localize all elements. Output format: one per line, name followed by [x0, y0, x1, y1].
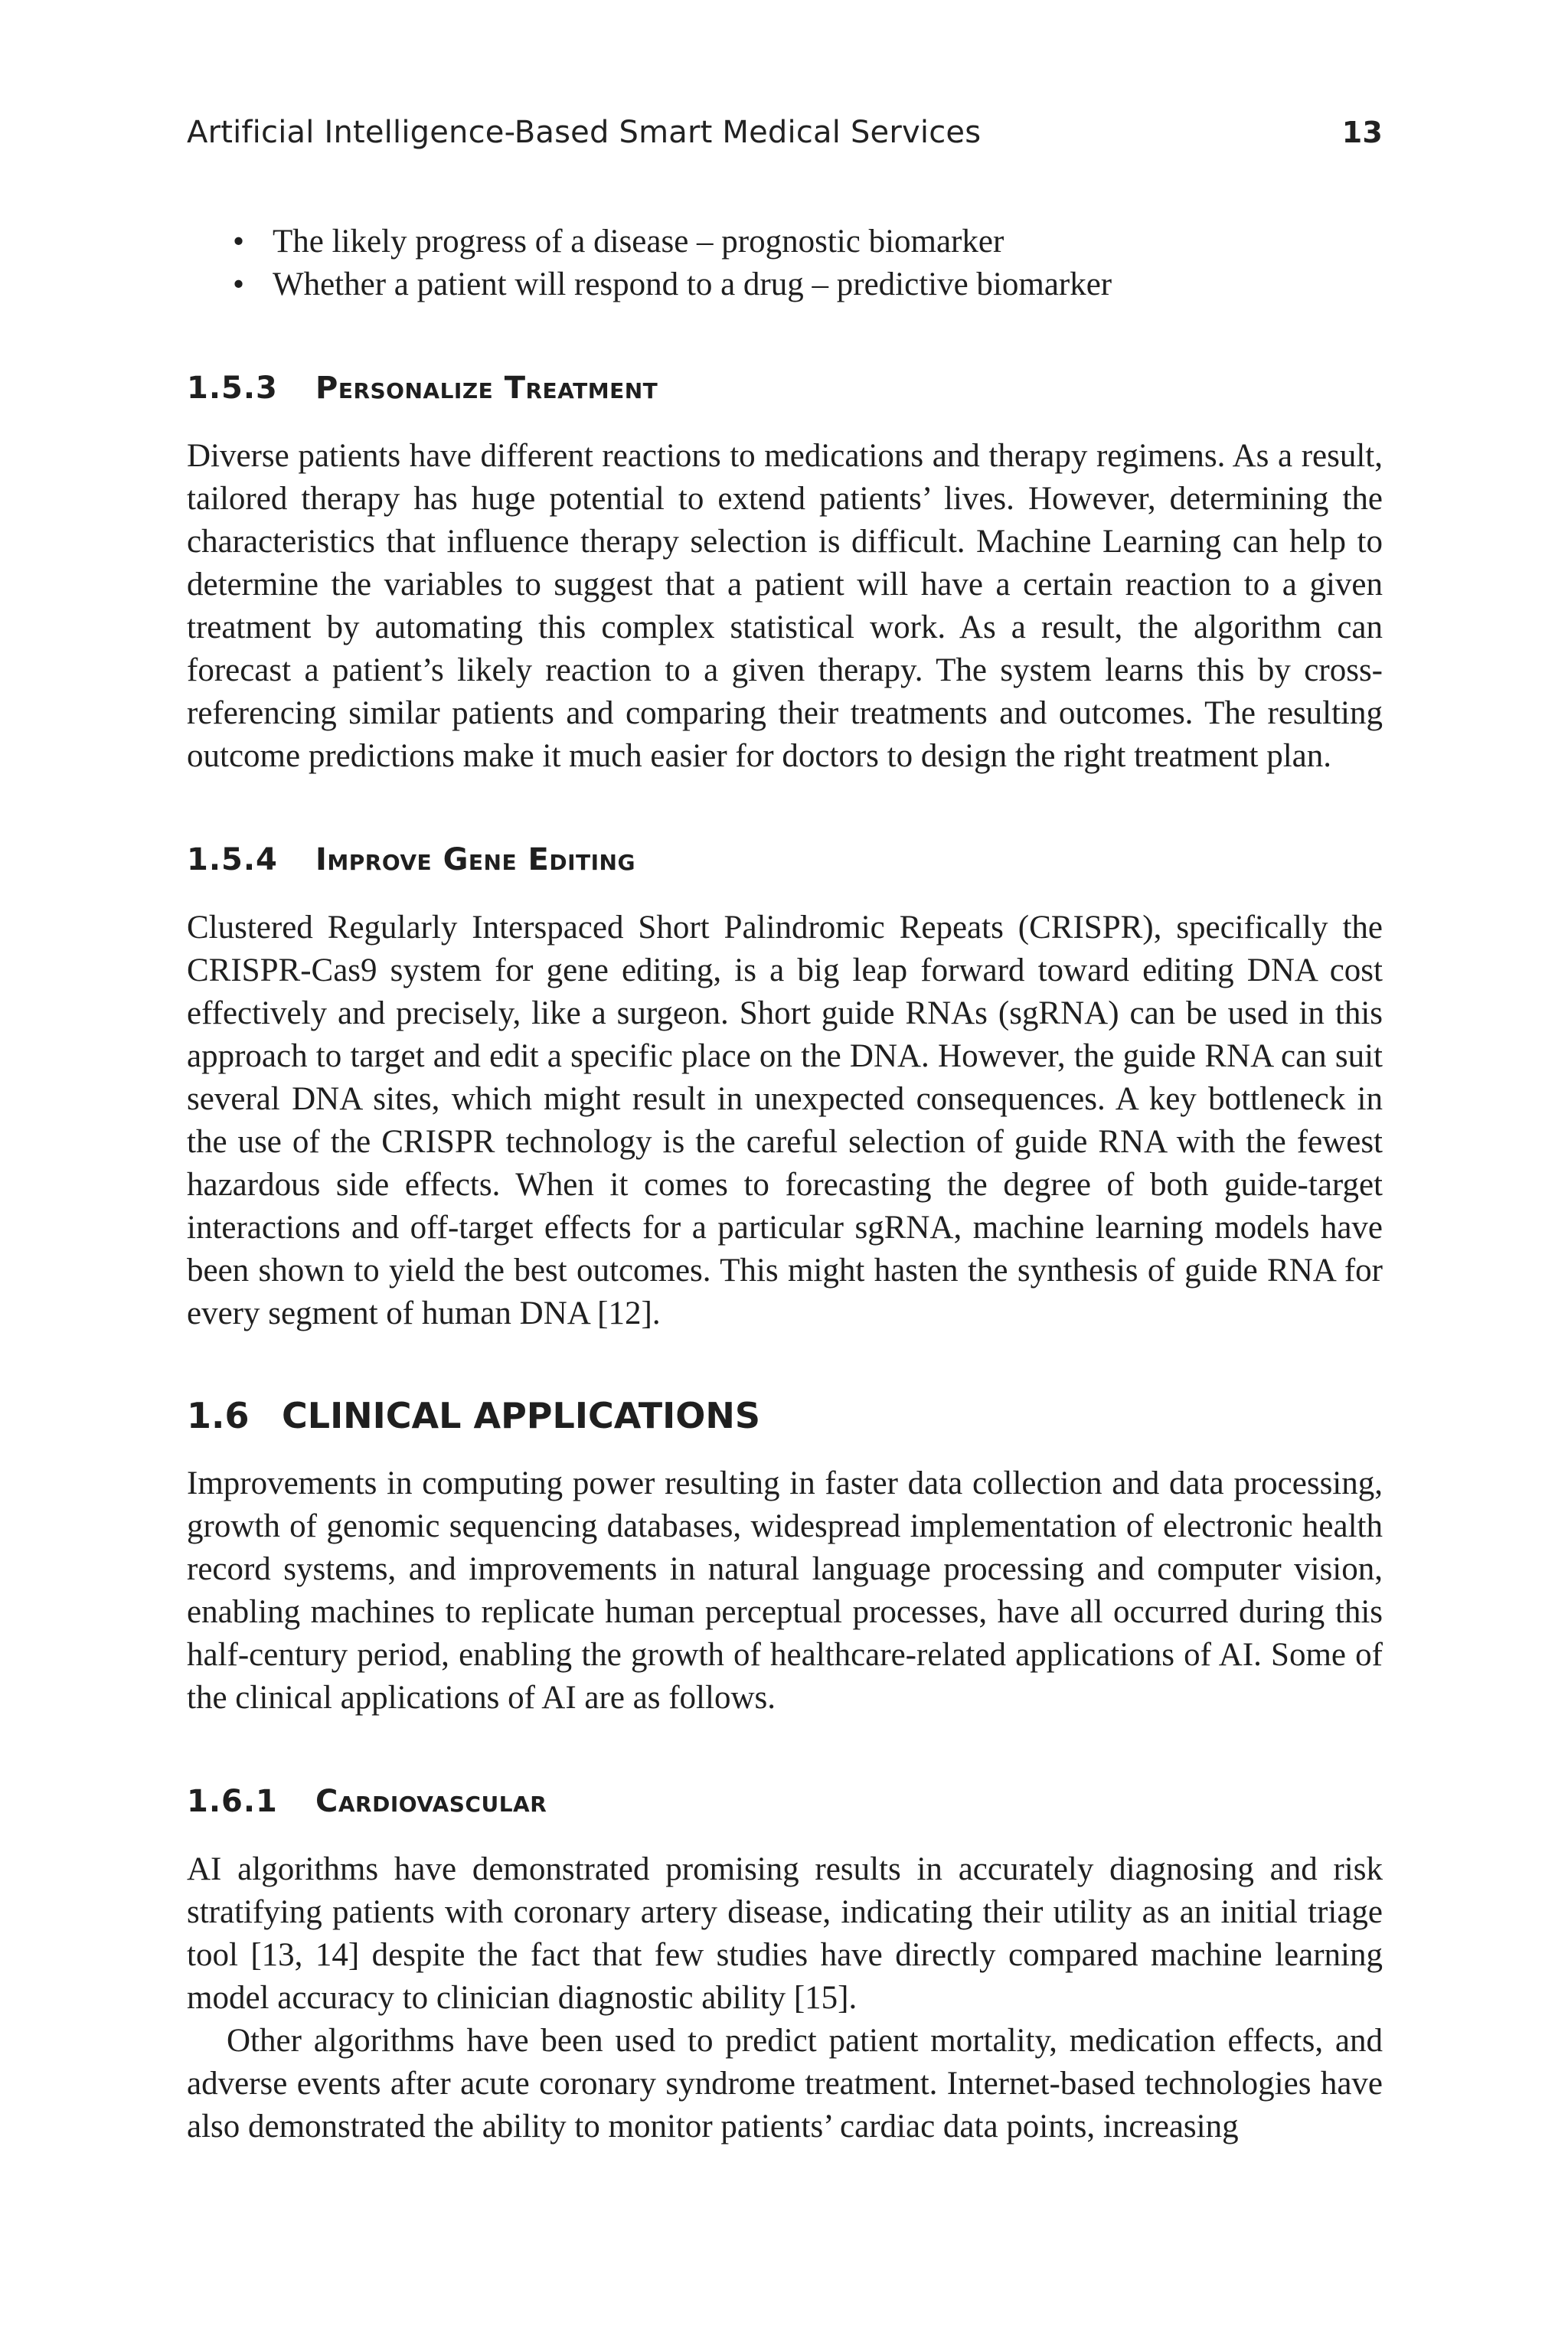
- running-head-title: Artificial Intelligence-Based Smart Medical Services: [187, 115, 982, 150]
- list-item-text: Whether a patient will respond to a drug – predictive biomarker: [273, 266, 1112, 302]
- subsection-heading-1-6-1: [187, 1784, 1383, 1819]
- paragraph-gene-editing: Clustered Regularly Interspaced Short Palindromic Repeats (CRISPR), specifically the CRISPR-Cas9 system for gene editing, is a big leap forward toward editing DNA cost effectively and precisely, like a surgeon. Short guide RNAs (sgRNA) can be used in this approach to target and edit a specific place on the DNA. However, the guide RNA can suit several DNA sites, which might result in unexpected consequences. A key bottleneck in the use of the CRISPR technology is the careful selection of guide RNA with the fewest hazardous side effects. When it comes to forecasting the degree of both guide-target interactions and off-target effects for a particular sgRNA, machine learning models have been shown to yield the best outcomes. This might hasten the synthesis of guide RNA for every segment of human DNA [12].: [187, 910, 1383, 1331]
- heading-number: 1.6: [187, 1395, 250, 1436]
- heading-title: CLINICAL APPLICATIONS: [282, 1395, 760, 1436]
- running-head: [187, 115, 1383, 150]
- heading-title: Personalize Treatment: [315, 371, 658, 406]
- subsection-heading-1-5-3: [187, 371, 1383, 406]
- heading-title: Cardiovascular: [315, 1784, 547, 1819]
- paragraph-cardiovascular-1: AI algorithms have demonstrated promising results in accurately diagnosing and risk stratifying patients with coronary artery disease, indicating their utility as an initial triage tool [13, 14] despite the fact that few studies have directly compared machine learning model accuracy to clinician diagnostic ability [15].: [187, 1851, 1383, 2016]
- paragraph-cardiovascular-2: Other algorithms have been used to predict patient mortality, medication effects, and adverse events after acute coronary syndrome treatment. Internet-based technologies have also demonstrated the ability to monitor patients’ cardiac data points, increasing: [187, 2023, 1383, 2145]
- paragraph-personalize-treatment: Diverse patients have different reactions to medications and therapy regimens. As a result, tailored therapy has huge potential to extend patients’ lives. However, determining the characteristics that influence therapy selection is difficult. Machine Learning can help to determine the variables to suggest that a patient will have a certain reaction to a given treatment by automating this complex statistical work. As a result, the algorithm can forecast a patient’s likely reaction to a given therapy. The system learns this by cross-referencing similar patients and comparing their treatments and outcomes. The resulting outcome predictions make it much easier for doctors to design the right treatment plan.: [187, 438, 1383, 774]
- section-heading-1-6: [187, 1395, 1383, 1436]
- heading-title: Improve Gene Editing: [315, 842, 635, 877]
- list-item-text: The likely progress of a disease – prognostic biomarker: [273, 224, 1004, 260]
- subsection-heading-1-5-4: [187, 842, 1383, 877]
- biomarker-bullet-list: [187, 220, 1383, 306]
- page-number: 13: [1341, 116, 1383, 149]
- list-item: [233, 263, 1383, 306]
- heading-number: 1.5.4: [187, 842, 278, 877]
- heading-number: 1.5.3: [187, 371, 278, 406]
- paragraph-clinical-applications: Improvements in computing power resulting in faster data collection and data processing, growth of genomic sequencing databases, widespread implementation of electronic health record systems, and improvements in natural language processing and computer vision, enabling machines to replicate human perceptual processes, have all occurred during this half-century period, enabling the growth of healthcare-related applications of AI. Some of the clinical applications of AI are as follows.: [187, 1465, 1383, 1716]
- bullet-icon: •: [233, 224, 245, 260]
- bullet-icon: •: [233, 266, 245, 302]
- list-item: [233, 220, 1383, 263]
- book-page: [187, 115, 1383, 2148]
- heading-number: 1.6.1: [187, 1784, 278, 1819]
